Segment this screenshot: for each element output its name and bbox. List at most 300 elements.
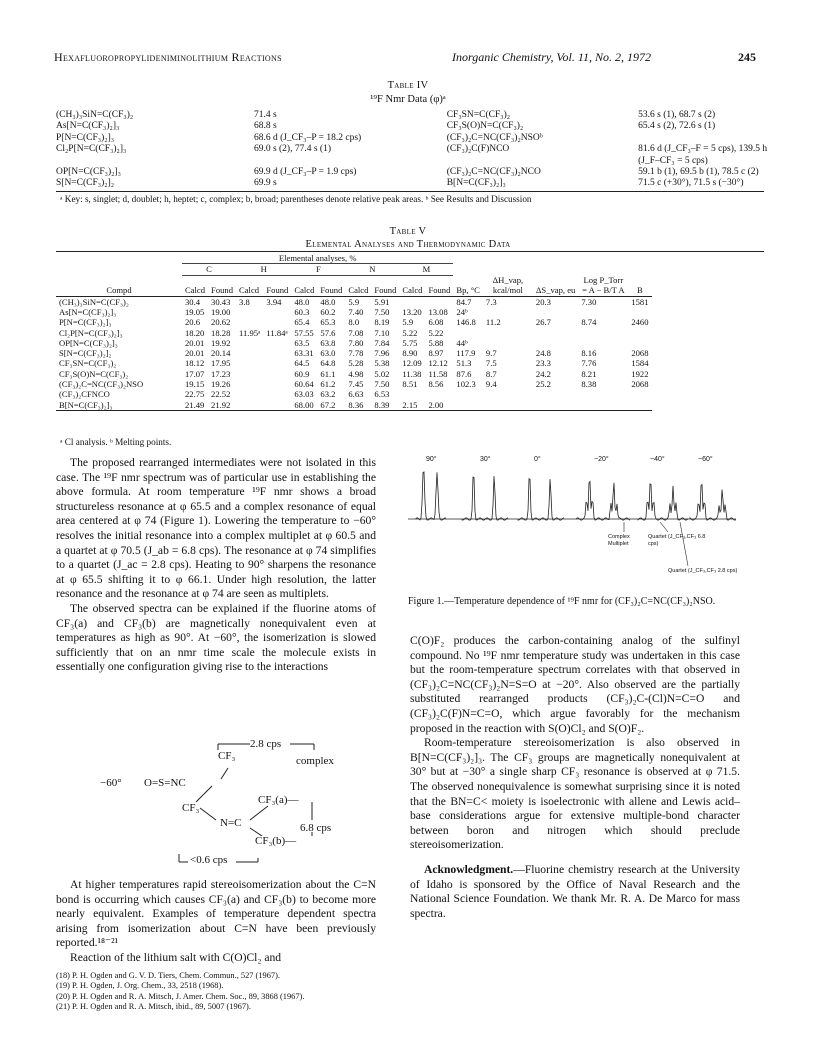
table5-cell: (CF₃)₂CFNCO (59, 389, 110, 400)
paragraph: At higher temperatures rapid stereoisomerization about the C=N bond is occurring which causes CF₃(a) and CF₃(b) to become more nearly equivalent. Examples of temperature dependent spectra arising from isomerization about C=N have been previously reported.¹⁸⁻²¹ (56, 878, 376, 950)
table5-cell (533, 400, 578, 411)
table5-cell (628, 400, 651, 411)
table5-cell (236, 317, 263, 327)
left-column (56, 456, 376, 675)
table5-cell: 5.28 (348, 358, 364, 369)
table5-col-header: Calcd (402, 285, 423, 296)
table4-cell: 68.8 s (253, 121, 277, 132)
table5-cell: 63.2 (320, 389, 336, 400)
table5-cell: 7.96 (374, 348, 390, 359)
table5-cell (263, 400, 291, 411)
table5-cell: B[N=C(CF₃)₂]₃ (59, 399, 113, 410)
table5-cell: 63.0 (320, 348, 336, 359)
table5-cell (236, 358, 263, 368)
table5-cell: (CH₃)₃SiN=C(CF₃)₂ (56, 296, 182, 307)
table5-cell (263, 338, 291, 348)
table5-cell: 5.9 (345, 296, 371, 307)
table5-cell: 20.01 (185, 348, 205, 359)
table5-cell: 22.52 (211, 389, 231, 400)
table5-cell: 21.49 (185, 399, 205, 410)
table5-cell (533, 389, 578, 399)
acknowledgment (410, 863, 740, 921)
table4-row (56, 110, 816, 121)
spectrum-trace (576, 482, 630, 521)
table5-cell (453, 389, 483, 399)
paragraph: C(O)F₂ produces the carbon-containing analog of the sulfinyl compound. No ¹⁹F nmr temperature study was undertaken in this case but the room-temperature spectrum correlates with that observed in (CF₃)₂C=NC(CF₃)₂N=S=O at −20°. Also observed are the partially substituted rearranged products (CF₃)₂C-(Cl)N=C=O and (CF₃)₂C(F)N=C=O, which argue favorably for the mechanism proposed in the reaction with S(O)Cl₂ and S(O)F₂. (410, 634, 740, 735)
table5-col-header: Calcd (185, 285, 206, 296)
table5-cell (263, 307, 291, 317)
annotation-leader (660, 522, 668, 532)
table5-cell: 65.3 (320, 317, 336, 328)
table5-cell: 24.8 (535, 348, 551, 359)
table5-cell: 67.2 (320, 399, 336, 410)
scheme-bottom (178, 854, 278, 870)
table5-cell: OP[N=C(CF₃)₂]₃ (59, 337, 118, 348)
table4-cell: B[N=C(CF₃)₂]₃ (446, 178, 506, 189)
table4-cell: 69.0 s (2), 77.4 s (1) (253, 144, 331, 155)
table5-cell: 8.19 (374, 317, 390, 328)
table5-cell: 7.40 (348, 306, 364, 317)
table4-subtitle: ¹⁹F Nmr Data (φ)ᵃ (370, 94, 446, 105)
table5-cell: 23.3 (535, 358, 551, 369)
table5-cell: 7.50 (374, 306, 390, 317)
table5-cell (263, 389, 291, 399)
table5-cell: 7.10 (374, 327, 390, 338)
reference-item: (20) P. H. Ogden and R. A. Mitsch, J. Amer. Chem. Soc., 89, 3868 (1967). (56, 991, 305, 1001)
table5-cell: 5.22 (402, 327, 418, 338)
left-column-cont (56, 878, 376, 1013)
scheme-cf3-top: CF₃ (218, 750, 236, 762)
table5-cell: 2.00 (428, 399, 444, 410)
table5-cell (399, 296, 425, 307)
table4-row (56, 121, 816, 132)
table4-cell (56, 156, 254, 167)
scheme-cf3b: CF₃(b)— (255, 835, 297, 847)
table5-row (56, 328, 652, 338)
table4-cell (638, 133, 816, 144)
table5-cell: 9.4 (485, 379, 497, 390)
table5-col-header: Bp, °C (456, 285, 480, 296)
table4-cell: 68.6 d (J_CF₃–P = 18.2 cps) (253, 132, 362, 143)
acknowledgment-body: —Fluorine chemistry research at the University of Idaho is sponsored by the Office of Naval Research and the National Science Foundation. We thank Mr. R. A. De Marco for mass spectra. (410, 862, 740, 920)
table5-cell: 18.28 (211, 327, 231, 338)
table5-group: C (182, 264, 236, 275)
table5-cell: 57.55 (294, 327, 314, 338)
table5-cell: 11.2 (485, 317, 501, 328)
table5-cell: 11.84ᵃ (266, 327, 288, 338)
table5-footnote: ᵃ Cl analysis. ᵇ Melting points. (60, 437, 172, 447)
table4-footnote: ᵃ Key: s, singlet; d, doublet; h, heptet; c, complex; b, broad; parentheses denote relative peak areas. ᵇ See Results and Discussion (60, 194, 532, 204)
table5-cell (578, 400, 628, 411)
table5-cell (483, 400, 533, 411)
table5-cell: 11.95ᵃ (239, 327, 261, 338)
table5-cell: 18.12 (185, 358, 205, 369)
temperature-label: 0° (534, 456, 541, 463)
table5-cell: 7.3 (483, 296, 533, 307)
table5-cell (399, 389, 425, 399)
table5-cell: 9.7 (485, 348, 497, 359)
table5-cell: 2068 (631, 379, 649, 390)
table4-bottom-rule (56, 191, 764, 192)
figure-caption: Figure 1.—Temperature dependence of ¹⁹F nmr for (CF₃)₂C=NC(CF₃)₂NSO. (408, 596, 716, 607)
table5-cell: 5.91 (371, 296, 399, 307)
table4-row (56, 156, 816, 167)
table5-cell: CF₃SN=C(CF₃)₂ (59, 358, 117, 369)
table5-cell: 60.64 (294, 379, 314, 390)
table5-cell: Cl₂P[N=C(CF₃)₂]₃ (59, 327, 123, 338)
table5-cell: 7.78 (348, 348, 364, 359)
table4-cell (447, 156, 638, 167)
table5-cell: 19.15 (185, 379, 205, 390)
table5-cell: 8.51 (402, 379, 418, 390)
table5-cell: 20.01 (185, 337, 205, 348)
table5-col-header: Calcd (239, 285, 260, 296)
table5-span-label: Elemental analyses, % (182, 253, 453, 264)
table5-cell: 19.05 (185, 306, 205, 317)
table5-span-row (56, 253, 652, 264)
table5-cell: 61.2 (320, 379, 336, 390)
table4-cell: S[N=C(CF₃)₂]₂ (56, 178, 115, 189)
table5-cell: 13.20 (402, 306, 422, 317)
scheme-coupling-bottom: <0.6 cps (190, 854, 228, 866)
table5-cell (453, 328, 483, 338)
table4-cell: 71.5 c (+30°), 71.5 s (−30°) (638, 178, 744, 189)
table5-cell (236, 389, 263, 399)
table5-group: F (291, 264, 345, 275)
table5-cell (263, 369, 291, 379)
table5-cell (578, 328, 628, 338)
table5-cell: 64.8 (320, 358, 336, 369)
table4-row (56, 178, 816, 189)
table5-cell: 84.7 (453, 296, 483, 307)
spectrum-trace (638, 484, 688, 520)
table4-cell: (CF₃)₂C=NC(CF₃)₂NSOᵇ (446, 132, 543, 143)
table5-cell (578, 307, 628, 317)
table5-cell: 12.09 (402, 358, 422, 369)
table5-col-header: B (637, 285, 643, 296)
table5-cell (533, 328, 578, 338)
table5-cell: 48.0 (291, 296, 317, 307)
table5-cell: 5.75 (402, 337, 418, 348)
table5-cell: 8.97 (428, 348, 444, 359)
table5-row (56, 400, 652, 411)
table5-cell (263, 317, 291, 327)
table5-cell (578, 389, 628, 399)
table5-group-row (56, 264, 652, 275)
temperature-label: −20° (594, 456, 609, 463)
table5-cell: 117.9 (456, 348, 476, 359)
table4-cell: (CF₃)₂C(F)NCO (446, 144, 510, 155)
table5-cell: 1584 (631, 358, 649, 369)
table5-cell (236, 369, 263, 379)
table5-cell (483, 307, 533, 317)
table5-row (56, 307, 652, 317)
table5-cell: S[N=C(CF₃)₂]₂ (59, 348, 112, 359)
table5-cell: 24.2 (535, 368, 551, 379)
table4-cell: 53.6 s (1), 68.7 s (2) (638, 110, 716, 120)
table5-cell (236, 307, 263, 317)
spectrum-trace (416, 472, 446, 520)
table4-cell: CF₃SN=C(CF₃)₂ (446, 110, 511, 120)
table5-cell: 5.02 (374, 368, 390, 379)
temperature-label: 30° (480, 456, 491, 463)
table5-cell: 68.00 (294, 399, 314, 410)
table5-col-header: Found (266, 285, 289, 296)
temperature-label: −40° (650, 456, 665, 463)
table5-cell: 11.38 (402, 368, 422, 379)
table5-cell (425, 296, 453, 307)
table5-col-header: Found (211, 285, 234, 296)
table5-cell (628, 338, 651, 348)
table5-cell: 8.56 (428, 379, 444, 390)
table5-cell: 8.21 (581, 368, 597, 379)
table5-cell: 30.43 (208, 296, 236, 307)
table5-cell: 60.9 (294, 368, 310, 379)
table5-cell: 7.45 (348, 379, 364, 390)
table5-group: N (345, 264, 399, 275)
table5-cell: 5.9 (402, 317, 414, 328)
table5-cell: 8.7 (485, 368, 497, 379)
spectrum-trace (518, 479, 564, 520)
scheme-complex: complex (296, 755, 334, 767)
table5-cell (453, 400, 483, 411)
scheme-cf3-left: CF₃ (182, 802, 200, 814)
table5-col-header: Found (428, 285, 451, 296)
table5-cell: 44ᵇ (456, 337, 468, 348)
table5-cell (263, 358, 291, 368)
table5-cell: 60.3 (294, 306, 310, 317)
table5-cell: 5.88 (428, 337, 444, 348)
table5-cell: 7.08 (348, 327, 364, 338)
table5-cell (628, 307, 651, 317)
table5-cell: 8.16 (581, 348, 597, 359)
table5-cell: 21.92 (211, 399, 231, 410)
table5-cell: 8.38 (581, 379, 597, 390)
scheme-coupling-top: 2.8 cps (250, 738, 282, 750)
table5-cell: 51.3 (456, 358, 472, 369)
table4-row (56, 167, 816, 178)
table5-cell: 4.98 (348, 368, 364, 379)
acknowledgment-head: Acknowledgment. (424, 862, 514, 876)
table5-col-header: Log P_Torr = A − B/T A (582, 275, 625, 296)
annotation-quartet-1: Quartet (J_CF₃,CF₃ 6.8 cps) (648, 534, 706, 547)
journal-citation: Inorganic Chemistry, Vol. 11, No. 2, 1972 (452, 50, 651, 64)
table5-cell: 20.62 (211, 317, 231, 328)
table5-cell (628, 389, 651, 399)
table4-cell: 69.9 d (J_CF₃–P = 1.9 cps) (253, 167, 357, 178)
table4-cell: 71.4 s (253, 110, 277, 120)
spectrum-trace (690, 485, 736, 521)
table5-subtitle: Elemental Analyses and Thermodynamic Data (305, 239, 511, 250)
table4-cell: 81.6 d (J_CF₃–F = 5 cps), 139.5 h (638, 144, 768, 155)
table4-cell: OP[N=C(CF₃)₂]₃ (56, 167, 121, 178)
table5-cell: 30.4 (182, 296, 208, 307)
temperature-label: 90° (426, 456, 437, 463)
table5-cell: 19.26 (211, 379, 231, 390)
reference-item: (19) P. H. Ogden, J. Org. Chem., 33, 2518 (1968). (56, 981, 224, 991)
table5-cell: 22.75 (185, 389, 205, 400)
table5-row (56, 389, 652, 399)
table5-cell (578, 338, 628, 348)
table5-cell: 87.6 (456, 368, 472, 379)
table5 (56, 253, 652, 413)
page-number: 245 (738, 50, 756, 64)
table5-cell: 2460 (631, 317, 649, 328)
table5-header-row (56, 275, 652, 296)
table5-cell (263, 348, 291, 358)
table5-cell: CF₃S(O)N=C(CF₃)₂ (59, 368, 129, 379)
table5-cell (263, 379, 291, 389)
annotation-complex: Complex Multiplet (608, 534, 630, 547)
paragraph: Reaction of the lithium salt with C(O)Cl₂ and (70, 950, 282, 964)
running-title: Hexafluoropropylideniminolithium Reactions (54, 50, 282, 64)
table5-cell (236, 348, 263, 358)
table5-row (56, 358, 652, 368)
table4-cell: 69.9 s (253, 178, 277, 189)
table5-cell (483, 328, 533, 338)
table5-cell: 7.80 (348, 337, 364, 348)
table5-col-header: Compd (106, 285, 132, 296)
table5-row (56, 369, 652, 379)
table5-cell: 48.0 (317, 296, 345, 307)
table4-cell: (CF₃)₂C=NC(CF₃)₂NCO (446, 167, 541, 178)
table5-cell: 2068 (631, 348, 649, 359)
table5-cell: 7.50 (374, 379, 390, 390)
table4-cell: (J_F–CF₃ = 5 cps) (638, 155, 708, 166)
table5-cell: (CF₃)₂C=NC(CF₃)₂NSO (59, 379, 144, 390)
reference-item: (21) P. H. Ogden and R. A. Mitsch, ibid., 89, 5007 (1967). (56, 1002, 251, 1012)
scheme-cf3a: CF₃(a)— (258, 794, 299, 806)
scheme-temp: −60° (100, 777, 122, 789)
table5-cell: 63.31 (294, 348, 314, 359)
table5-cell (425, 389, 453, 399)
table4-cell: (CH₃)₃SiN=C(CF₃)₂ (56, 110, 134, 120)
spectrum-trace (462, 476, 508, 520)
table5-cell: 3.94 (263, 296, 291, 307)
scheme-n-eq-c: N=C (220, 817, 242, 829)
table5-col-header: Found (374, 285, 397, 296)
paragraph: Room-temperature stereoisomerization is also observed in B[N=C(CF₃)₂]₃. The CF₃ groups are magnetically nonequivalent at 30° but at −30° a single sharp CF₃ resonance is observed at φ 71.5. The observed nonequivalence is somewhat surprising since it is noted that the BN=C< moiety is isoelectronic with allene and Lewis acid–base considerations argue for extensive multiple-bond character between boron and nitrogen which should preclude stereoisomerization. (410, 736, 740, 852)
table5-cell: 5.22 (428, 327, 444, 338)
table5-col-header: Calcd (348, 285, 369, 296)
table5-cell: 17.95 (211, 358, 231, 369)
table5-top-rule (56, 251, 764, 252)
table5-cell: 57.6 (320, 327, 336, 338)
table5-group: H (236, 264, 291, 275)
table5-cell: 1581 (628, 296, 651, 307)
table4-cell: 59.1 b (1), 69.5 b (1), 78.5 c (2) (638, 167, 759, 178)
table5-cell: 19.00 (211, 306, 231, 317)
paragraph: The observed spectra can be explained if the fluorine atoms of CF₃(a) and CF₃(b) are magnetically nonequivalent even at temperatures as high as 90°. At −60°, the isomerization is slowed sufficiently that on an nmr time scale the molecule exists in essentially one configuration giving rise to the interactions (56, 601, 376, 674)
table5-cell: 26.7 (535, 317, 551, 328)
table5-cell: 20.3 (533, 296, 578, 307)
table5-row (56, 348, 652, 358)
table5-cell (533, 307, 578, 317)
table5-cell: 63.5 (294, 337, 310, 348)
table5-cell: 8.39 (374, 399, 390, 410)
table5-row (56, 317, 652, 327)
table5-cell: 20.6 (185, 317, 201, 328)
table4-cell: CF₃S(O)N=C(CF₃)₂ (446, 121, 524, 132)
table5-cell: 11.58 (428, 368, 448, 379)
table5-cell: P[N=C(CF₃)₂]₃ (59, 317, 112, 328)
table5-cell: 3.8 (236, 296, 263, 307)
table5-title: Table V (389, 226, 427, 237)
table5-cell: 7.76 (581, 358, 597, 369)
table4-row (56, 133, 816, 144)
table5-cell: 24ᵇ (456, 306, 468, 317)
nmr-figure (398, 456, 740, 588)
reference-item: (18) P. H. Ogden and G. V. D. Tiers, Chem. Commun., 527 (1967). (56, 970, 280, 980)
table5-cell: 64.5 (294, 358, 310, 369)
table5-cell (483, 338, 533, 348)
table5-col-header: Calcd (294, 285, 315, 296)
table5-cell: 60.2 (320, 306, 336, 317)
table4-row (56, 144, 816, 155)
table5-cell: 65.4 (294, 317, 310, 328)
table5-cell: 102.3 (456, 379, 476, 390)
table5-cell: 20.14 (211, 348, 231, 359)
table5-cell: 146.8 (456, 317, 476, 328)
table4-title: Table IV (387, 80, 429, 91)
table5-col-header: Found (320, 285, 343, 296)
table5-col-header: ΔS_vap, eu (535, 285, 576, 296)
table5-cell: 1922 (631, 368, 649, 379)
table5-cell: 8.0 (348, 317, 360, 328)
table4-cell: 65.4 s (2), 72.6 s (1) (638, 121, 716, 132)
table5-cell: 61.1 (320, 368, 336, 379)
table4-cell: Cl₂P[N=C(CF₃)₂]₃ (56, 144, 127, 155)
table5-cell (236, 400, 263, 411)
table5-cell: 7.84 (374, 337, 390, 348)
table5-cell: 6.63 (348, 389, 364, 400)
table5-cell: 13.08 (428, 306, 448, 317)
table5-cell: 25.2 (535, 379, 551, 390)
table5-cell (236, 379, 263, 389)
paragraph: The proposed rearranged intermediates were not isolated in this case. The ¹⁹F nmr spectrum was of particular use in establishing the above formula. At room temperature ¹⁹F nmr shows a broad structureless resonance at φ 65.5 and a complex resonance of equal area centered at φ 74 (Figure 1). Lowering the temperature to −60° resolves the initial resonance into a complex multiplet at φ 60.5 and a quartet at φ 70.5 (J_ab = 6.8 cps). The resonance at φ 74 simplifies to a quartet (J_ac = 2.8 cps). Heating to 90° sharpens the resonance at φ 65.5 shifting it to φ 66.1. Under high resolution, the latter resonance and the resonance at φ 74 are seen as multiplets. (56, 456, 376, 601)
scheme-coupling-mid: 6.8 cps (300, 822, 332, 834)
table5-cell: 17.07 (185, 368, 205, 379)
temperature-label: −60° (698, 456, 713, 463)
table5-cell: 7.30 (578, 296, 628, 307)
table5-cell: 63.8 (320, 337, 336, 348)
table5-cell: 8.36 (348, 399, 364, 410)
table5-row (56, 296, 652, 307)
scheme-osn: O=S=NC (144, 777, 186, 789)
table5-cell: 5.38 (374, 358, 390, 369)
table5-cell (483, 389, 533, 399)
coupling-scheme (100, 736, 360, 836)
table5-cell (628, 328, 651, 338)
table5-cell: 8.74 (581, 317, 597, 328)
table5-cell: 6.08 (428, 317, 444, 328)
table5-cell: As[N=C(CF₃)₂]₃ (59, 306, 117, 317)
table5-row (56, 338, 652, 348)
table5-cell (533, 338, 578, 348)
table5-cell: 7.5 (485, 358, 497, 369)
reference-list (56, 971, 376, 1013)
table5-cell (236, 338, 263, 348)
table4-cell: P[N=C(CF₃)₂]₃ (56, 132, 115, 143)
table5-cell: 18.20 (185, 327, 205, 338)
table5-cell: 63.03 (294, 389, 314, 400)
table5-cell: 17.23 (211, 368, 231, 379)
table4 (56, 110, 816, 190)
table5-cell: 19.92 (211, 337, 231, 348)
table5-row (56, 379, 652, 389)
table5-cell: 2.15 (402, 399, 418, 410)
right-column (410, 634, 740, 921)
